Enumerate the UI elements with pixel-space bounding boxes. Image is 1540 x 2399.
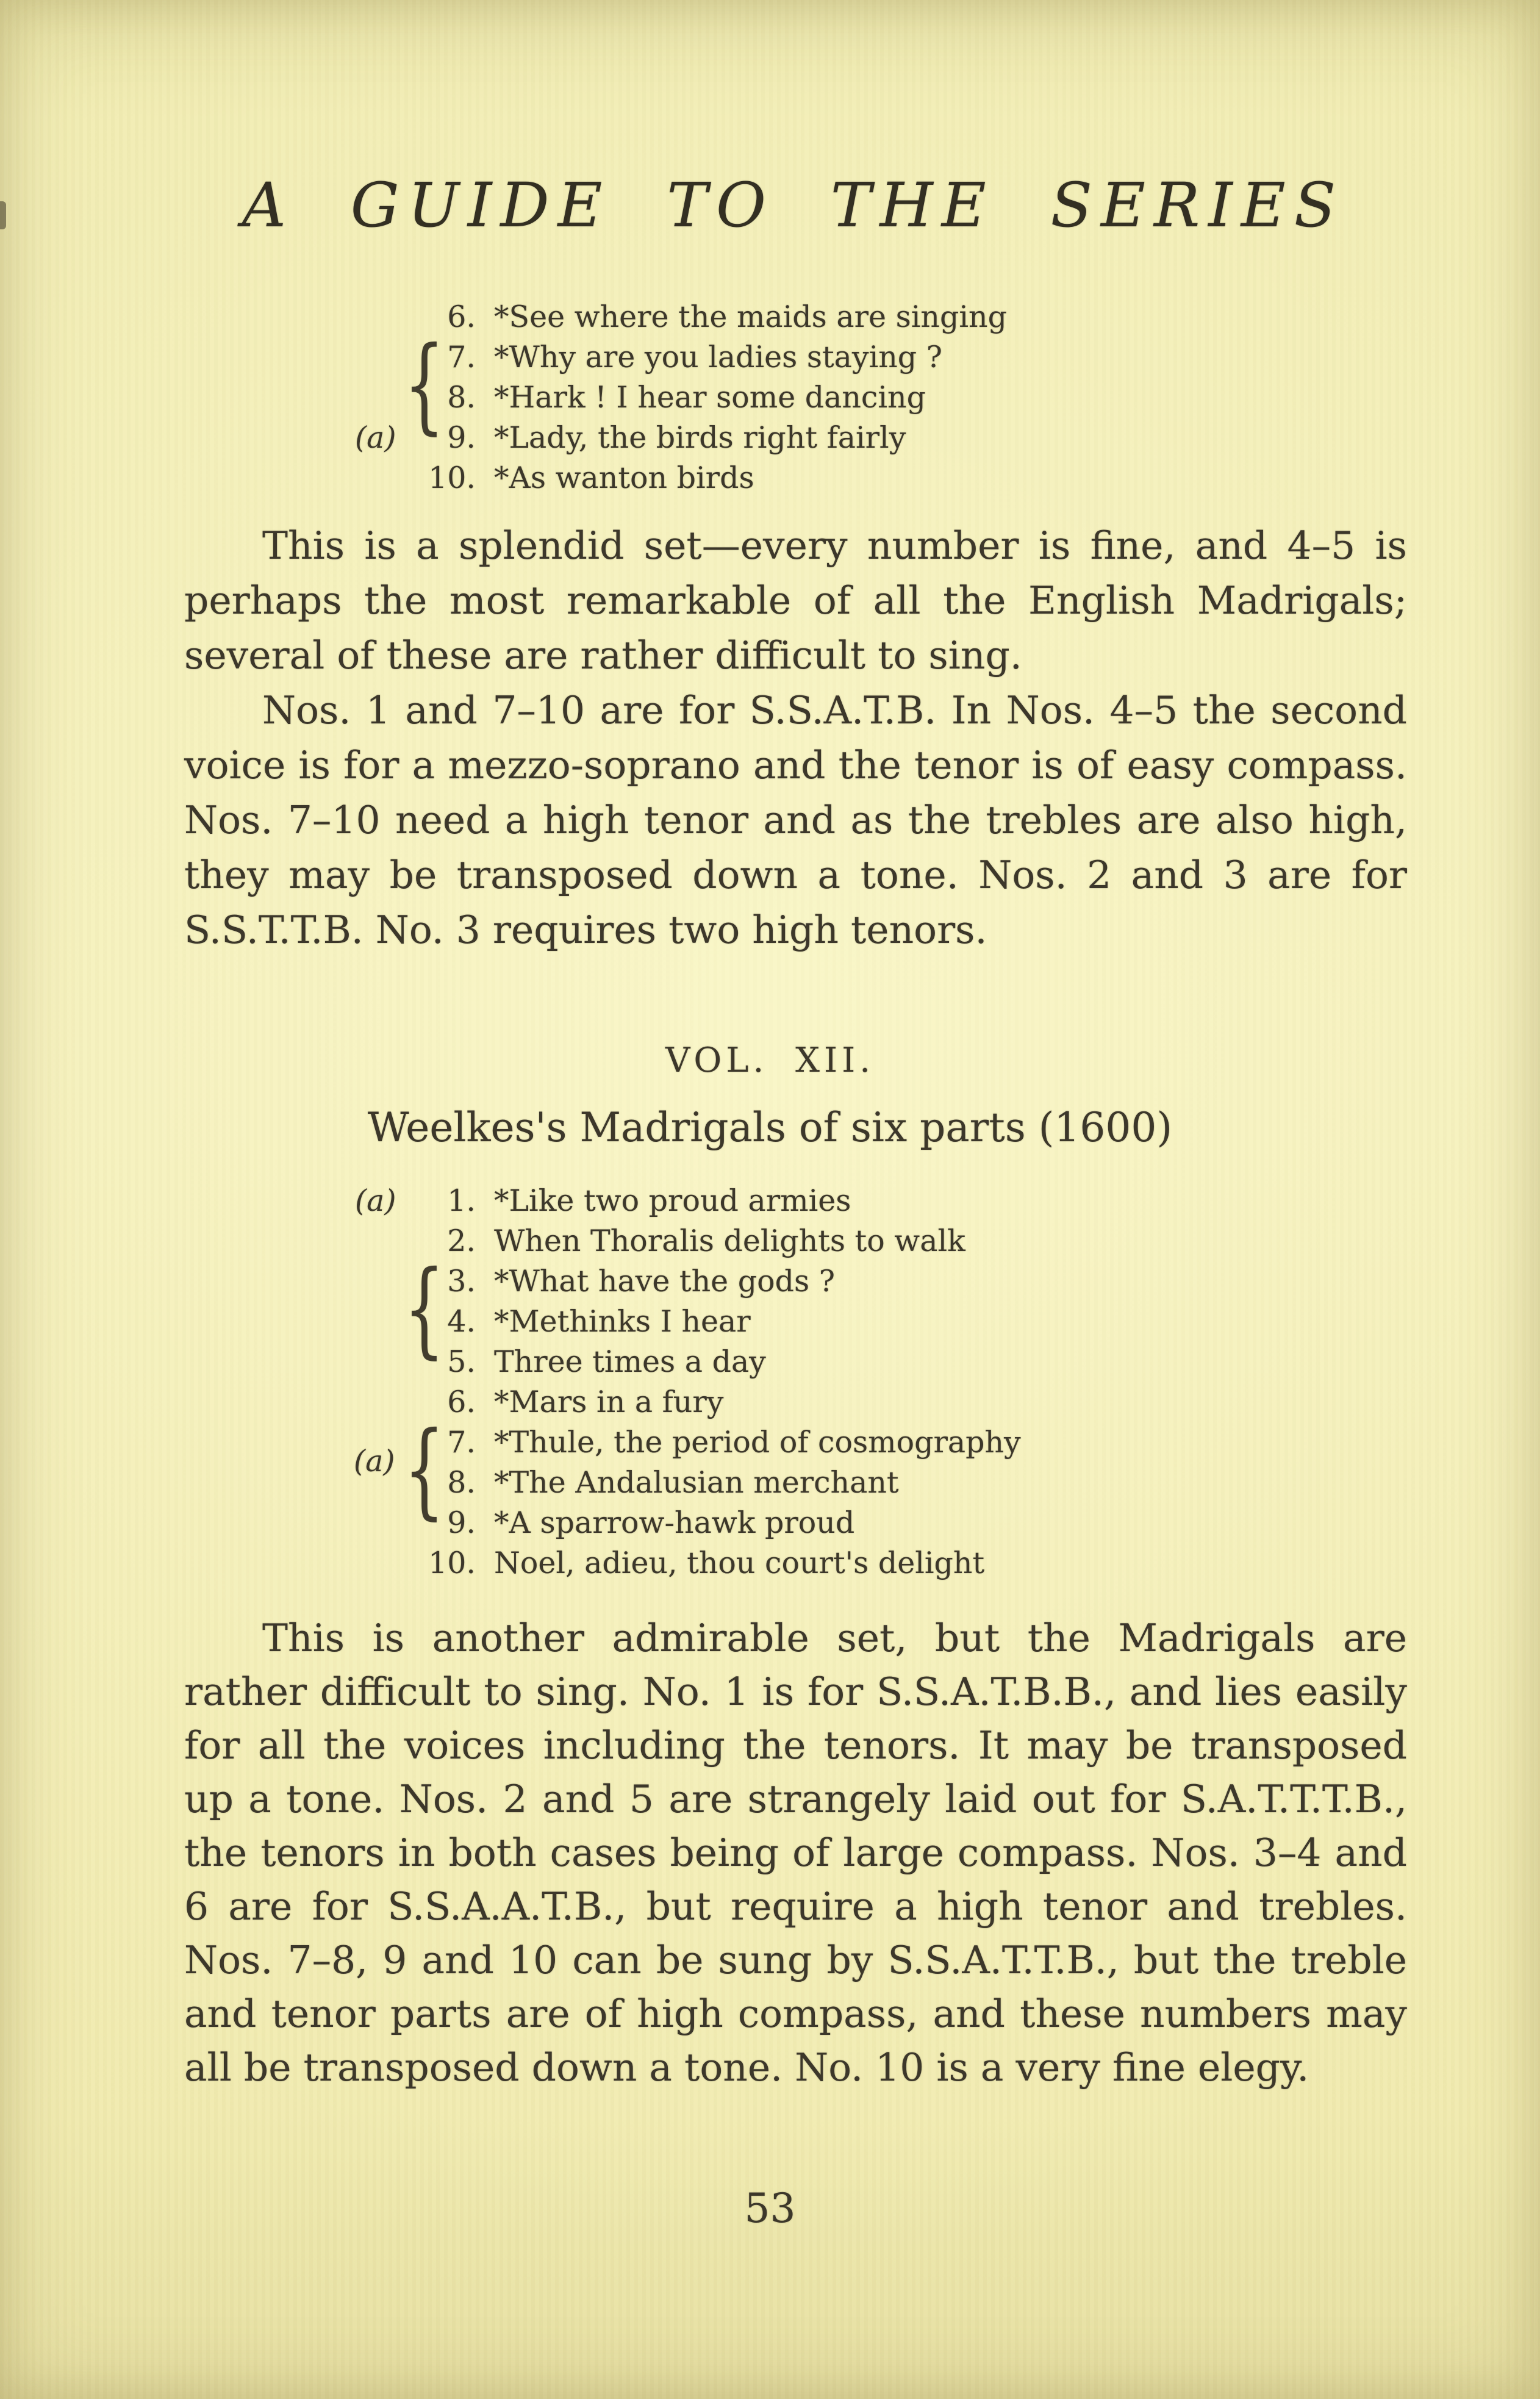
song-title: *Hark ! I hear some dancing (494, 380, 926, 415)
item-number: 4. (447, 1304, 476, 1339)
item-number: 9. (447, 1505, 476, 1540)
list-item (354, 458, 1007, 498)
group-marker-a: (a) (354, 1444, 395, 1479)
list-item (354, 1422, 1021, 1463)
item-number: 8. (447, 380, 476, 415)
item-number: 6. (447, 299, 476, 334)
song-title: *A sparrow-hawk proud (494, 1505, 855, 1540)
item-number: 1. (447, 1183, 476, 1218)
group-marker (354, 1543, 403, 1583)
group-marker (354, 1382, 403, 1422)
song-title: *Thule, the period of cosmography (494, 1425, 1021, 1460)
song-title: When Thoralis delights to walk (494, 1224, 965, 1258)
brace-glyph: { (404, 1248, 445, 1369)
item-number: 10. (428, 1546, 476, 1580)
group-marker (354, 1302, 403, 1342)
list-item (354, 1463, 1021, 1503)
song-title: *As wanton birds (494, 461, 754, 495)
group-marker-a: (a) (355, 420, 396, 455)
list-item (354, 1503, 1021, 1543)
group-marker (354, 1503, 403, 1543)
paragraph: This is a splendid set—every number is fine, and 4–5 is perhaps the most remarkable of all the English Madrigals; several of these are rather difficult to sing. (184, 523, 1407, 678)
song-list-top (354, 297, 1007, 498)
group-marker (354, 1342, 403, 1382)
list-item (354, 418, 1007, 458)
paragraph: This is another admirable set, but the Madrigals are rather difficult to sing. No. 1 is for S.S.A.T.B.B., and lies easily for all the voices including the tenors. It may be transposed up a tone. Nos. 2 and 5 are strangely laid out for S.A.T.T.T.B., the tenors in both cases being of large compass. Nos. 3–4 and 6 are for S.S.A.A.T.B., but require a high tenor and trebles. Nos. 7–8, 9 and 10 can be sung by S.S.A.T.T.B., but the treble and tenor parts are of high compass, and these numbers may all be transposed down a tone. No. 10 is a very fine elegy. (184, 1616, 1407, 2090)
item-number: 6. (447, 1385, 476, 1419)
song-list-vol12 (354, 1181, 1021, 1583)
page-number: 53 (744, 2185, 796, 2232)
madrigal-set-heading: Weelkes's Madrigals of six parts (1600) (367, 1104, 1173, 1151)
item-number: 7. (447, 1425, 476, 1460)
list-item (354, 1261, 1021, 1302)
song-title: *See where the maids are singing (494, 299, 1007, 334)
group-marker (354, 1221, 403, 1261)
song-title: Noel, adieu, thou court's delight (494, 1546, 985, 1580)
paragraph: Nos. 1 and 7–10 are for S.S.A.T.B. In Nos. 4–5 the second voice is for a mezzo-soprano and the tenor is of easy compass. Nos. 7–10 need a high tenor and as the trebles are also high, they may be transposed down a tone. Nos. 2 and 3 are for S.S.T.T.B. No. 3 requires two high tenors. (184, 688, 1407, 952)
group-marker-a: (a) (355, 1183, 396, 1218)
commentary-text-block (184, 518, 1407, 958)
song-title: *Lady, the birds right fairly (494, 420, 906, 455)
group-marker (354, 297, 403, 337)
item-number: 10. (428, 461, 476, 495)
group-marker (354, 458, 403, 498)
item-number: 8. (447, 1465, 476, 1500)
item-number: 5. (447, 1344, 476, 1379)
item-number: 9. (447, 420, 476, 455)
list-item (354, 1302, 1021, 1342)
song-title: *What have the gods ? (494, 1264, 835, 1299)
list-item (354, 1181, 1021, 1221)
list-item (354, 1221, 1021, 1261)
item-number: 2. (447, 1224, 476, 1258)
group-marker (354, 337, 403, 378)
brace-glyph: { (404, 324, 445, 445)
list-item (354, 337, 1007, 378)
page-title: A GUIDE TO THE SERIES (242, 170, 1345, 241)
volume-heading: VOL. XII. (665, 1041, 875, 1080)
list-item (354, 297, 1007, 337)
song-title: *Like two proud armies (494, 1183, 851, 1218)
group-marker (354, 1261, 403, 1302)
list-item (354, 1342, 1021, 1382)
song-title: *Mars in a fury (494, 1385, 724, 1419)
song-title: *The Andalusian merchant (494, 1465, 899, 1500)
song-title: Three times a day (494, 1344, 766, 1379)
list-item (354, 1382, 1021, 1422)
item-number: 3. (447, 1264, 476, 1299)
list-item (354, 1543, 1021, 1583)
item-number: 7. (447, 340, 476, 375)
commentary-text-block (184, 1612, 1407, 2095)
song-title: *Methinks I hear (494, 1304, 751, 1339)
brace-glyph: { (404, 1409, 445, 1530)
list-item (354, 378, 1007, 418)
group-marker (354, 378, 403, 418)
song-title: *Why are you ladies staying ? (494, 340, 943, 375)
